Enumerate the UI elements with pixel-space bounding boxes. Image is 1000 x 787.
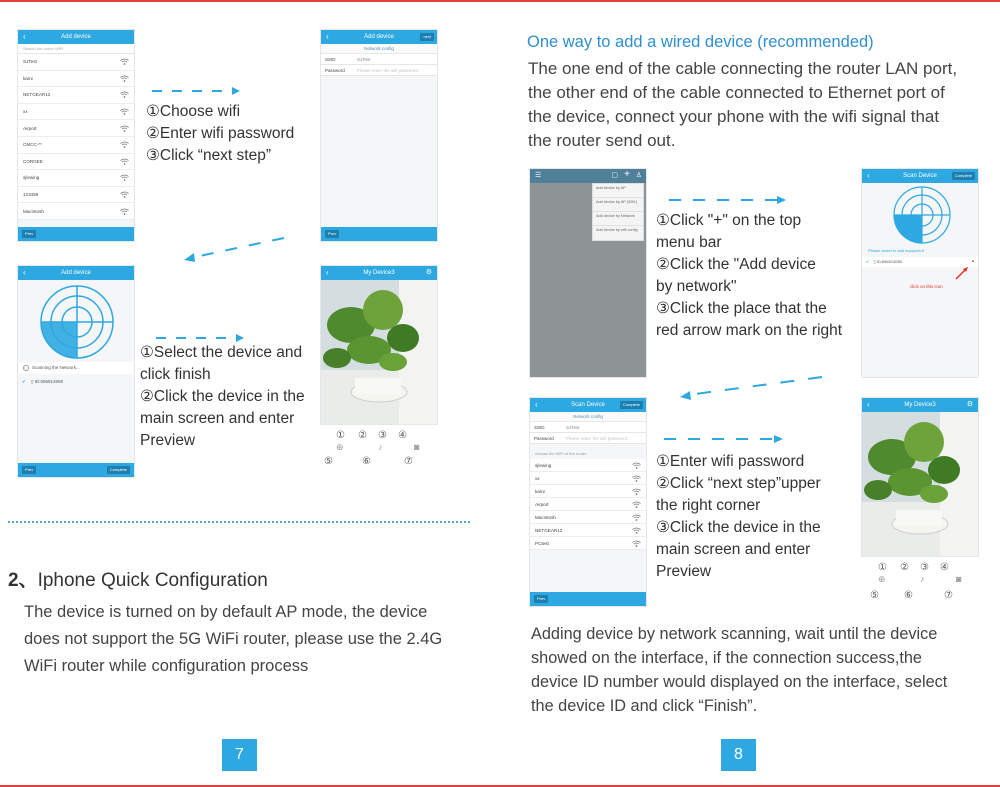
wifi-name: xx	[535, 475, 540, 481]
dashed-arrow-left	[180, 234, 286, 264]
back-arrow-icon: ‹	[867, 400, 870, 409]
device-icon: ▯	[31, 379, 34, 384]
preview-controls: ① ② ③ ④ ⊕ ♪ ◙ ⑤ ⑥ ⑦	[324, 430, 420, 467]
dashed-arrow-right	[664, 434, 786, 444]
wifi-signal-icon	[632, 540, 641, 547]
wifi-list-item	[18, 203, 134, 220]
wifi-list-item	[18, 54, 134, 71]
screenshot-add-menu	[529, 168, 647, 378]
wifi-list-item	[18, 154, 134, 171]
wifi-signal-icon	[120, 174, 129, 181]
wifi-signal-icon	[632, 527, 641, 534]
wifi-list-item	[530, 524, 646, 537]
device-row: ✔ ▯ ID:656913080	[22, 379, 64, 384]
screen-header	[530, 169, 646, 183]
wifi-name: CMCC-**	[23, 142, 42, 148]
screenshot-scanning-network	[17, 265, 135, 478]
wifi-signal-icon	[632, 488, 641, 495]
wifi-list-item	[530, 459, 646, 472]
section-body: The device is turned on by default AP mode, the device does not support the 5G WiFi router, please use the 2.4G WiFi router while configuration process	[24, 603, 443, 675]
right-step2-instructions: ①Enter wifi password ②Click “next step”upper the right corner ③Click the device in the main screen and enter Preview	[656, 453, 821, 580]
dashed-arrow-right	[152, 86, 242, 96]
wifi-list-item	[18, 71, 134, 88]
screen-header: ‹ Add device	[18, 30, 134, 44]
wifi-name: kami	[535, 488, 545, 494]
right-step1-instructions: ①Click "+" on the top menu bar ②Click the "Add device by network" ③Click the place that the red arrow mark on the right	[656, 212, 843, 339]
password-field: Password Please enter the wifi password	[321, 65, 437, 76]
wifi-signal-icon	[632, 514, 641, 521]
dashed-arrow-left	[676, 374, 826, 402]
wifi-list-item	[18, 120, 134, 137]
screen-footer: Prev	[530, 592, 646, 606]
wifi-signal-icon	[120, 58, 129, 65]
wifi-name: Airport	[535, 501, 549, 507]
intro-paragraph: The one end of the cable connecting the router LAN port, the other end of the cable connected to Ethernet port of the device, connect your phone with the wifi signal that the router send out.	[528, 59, 958, 150]
screenshot-scan-device	[861, 168, 979, 378]
screenshot-add-device-wifi-list	[17, 29, 135, 242]
password-field: Password Please enter the wifi password	[530, 433, 646, 444]
wifi-name: kami	[23, 75, 33, 81]
ptz-icon: ⊕	[336, 442, 344, 452]
wifi-name: CORGEE	[23, 158, 43, 164]
wifi-signal-icon	[120, 208, 129, 215]
scanning-status: Scanning the Network...	[18, 362, 134, 374]
user-icon: ♙	[635, 172, 642, 179]
red-arrow-icon	[954, 265, 970, 281]
microphone-icon: ♪	[920, 574, 925, 584]
screen-header: ‹ Scan Device Complete	[530, 398, 646, 412]
wifi-signal-icon	[120, 158, 129, 165]
closing-paragraph: Adding device by network scanning, wait until the device showed on the interface, if the connection success,the device ID number would displayed on the interface, select the device ID and click “Finish”.	[531, 625, 948, 715]
screenshot-scan-network-config	[529, 397, 647, 607]
back-arrow-icon: ‹	[23, 32, 26, 41]
screen-footer: Prev	[18, 227, 134, 241]
plus-icon: +	[624, 169, 630, 180]
screen-footer: Prev	[321, 227, 437, 241]
menu-item: Add device by AP	[593, 184, 643, 198]
next-button: next	[420, 33, 434, 41]
ssid-field: SSID SJTest	[530, 422, 646, 433]
camera-feed-image	[862, 412, 979, 557]
device-row: ✔ ▯ ID:656913080 ▪	[862, 257, 978, 267]
menu-icon: ☰	[535, 172, 542, 179]
wifi-name: xx	[23, 109, 28, 115]
wifi-name: sjlewing	[23, 175, 40, 181]
add-device-icon: ▪	[971, 259, 974, 265]
wifi-signal-icon	[120, 75, 129, 82]
menu-item: Add device by Network	[593, 212, 643, 226]
wifi-signal-icon	[632, 475, 641, 482]
wifi-name: Macintosh	[535, 514, 556, 520]
screenshot-network-config	[320, 29, 438, 242]
wifi-list-item	[18, 87, 134, 104]
camera-icon: ◙	[956, 574, 962, 584]
wifi-list-item	[18, 187, 134, 204]
wifi-signal-icon	[120, 91, 129, 98]
back-arrow-icon: ‹	[326, 268, 329, 277]
complete-button: Complete	[952, 172, 975, 180]
wifi-list-item	[18, 137, 134, 154]
refresh-icon: ▢	[611, 172, 618, 179]
wifi-name: SJTest	[23, 59, 37, 65]
wifi-signal-icon	[120, 191, 129, 198]
top-border	[0, 0, 1000, 2]
screen-footer: Prev Complete	[18, 463, 134, 477]
check-icon: ✔	[866, 259, 870, 264]
wifi-list-item	[18, 104, 134, 121]
screen-header: ‹ Add device next	[321, 30, 437, 44]
back-arrow-icon: ‹	[326, 32, 329, 41]
wifi-name: PCtest	[535, 540, 549, 546]
wifi-list	[18, 54, 134, 220]
screenshot-camera-preview	[320, 265, 438, 425]
wifi-list-item	[530, 511, 646, 524]
settings-icon: ⚙	[966, 401, 973, 408]
select-prompt: Please select to add equipment	[868, 248, 924, 253]
radar-icon	[892, 185, 952, 245]
wifi-list-item	[530, 537, 646, 550]
wifi-signal-icon	[632, 501, 641, 508]
step1-instructions: ①Choose wifi ②Enter wifi password ③Click “next step”	[146, 103, 295, 164]
add-device-dropdown	[592, 183, 644, 241]
wifi-list-item	[530, 485, 646, 498]
device-icon: ▯	[873, 259, 876, 264]
menu-item: Add device by AP (SDK)	[593, 198, 643, 212]
wifi-list	[530, 459, 646, 550]
wifi-section-label: choose the WiFi of the router	[535, 451, 587, 456]
spinner-icon	[23, 365, 29, 371]
back-arrow-icon: ‹	[535, 400, 538, 409]
complete-button: Complete	[620, 401, 643, 409]
wifi-name: 123456	[23, 192, 39, 198]
back-arrow-icon: ‹	[23, 268, 26, 277]
microphone-icon: ♪	[378, 442, 383, 452]
wifi-name: Macintosh	[23, 208, 44, 214]
back-arrow-icon: ‹	[867, 171, 870, 180]
screen-header: ‹ Scan Device Complete	[862, 169, 978, 183]
wifi-signal-icon	[120, 108, 129, 115]
page-number: 7	[222, 739, 257, 771]
screen-subtitle: Network config	[530, 412, 646, 422]
wifi-name: NETGEAR12	[23, 92, 51, 98]
page-number: 8	[721, 739, 756, 771]
wifi-list-item	[530, 472, 646, 485]
wifi-signal-icon	[120, 141, 129, 148]
radar-icon	[38, 283, 116, 361]
wifi-name: sjlewing	[535, 462, 552, 468]
preview-controls: ① ② ③ ④ ⊕ ♪ ◙ ⑤ ⑥ ⑦	[870, 562, 962, 601]
recommended-heading: One way to add a wired device (recommended)	[527, 33, 874, 51]
ptz-icon: ⊕	[878, 574, 886, 584]
settings-icon: ⚙	[425, 269, 432, 276]
screen-header: ‹ Add device	[18, 266, 134, 280]
menu-item: Add device by wifi config	[596, 228, 638, 232]
wifi-list-item	[18, 170, 134, 187]
section-heading: 2、Iphone Quick Configuration	[8, 570, 268, 591]
check-icon: ✔	[22, 379, 26, 384]
camera-feed-image	[321, 280, 438, 425]
wifi-name: NETGEAR12	[535, 527, 563, 533]
screenshot-camera-preview	[861, 397, 979, 557]
camera-icon: ◙	[414, 442, 420, 452]
wifi-search-field: Search the router WiFi	[18, 44, 134, 54]
screen-subtitle: Network config	[321, 44, 437, 54]
dotted-separator	[8, 521, 470, 523]
ssid-field: SSID SJTest	[321, 54, 437, 65]
dashed-arrow-right	[669, 195, 789, 205]
wifi-signal-icon	[632, 462, 641, 469]
wifi-name: Airport	[23, 125, 37, 131]
wifi-list-item	[530, 498, 646, 511]
red-annotation: click on this icon	[910, 284, 943, 289]
wifi-signal-icon	[120, 125, 129, 132]
screen-header: ‹ My Device3 ⚙	[321, 266, 437, 280]
step2-instructions: ①Select the device and click finish ②Click the device in the main screen and enter Preview	[140, 344, 305, 449]
screen-header: ‹ My Device3 ⚙	[862, 398, 978, 412]
